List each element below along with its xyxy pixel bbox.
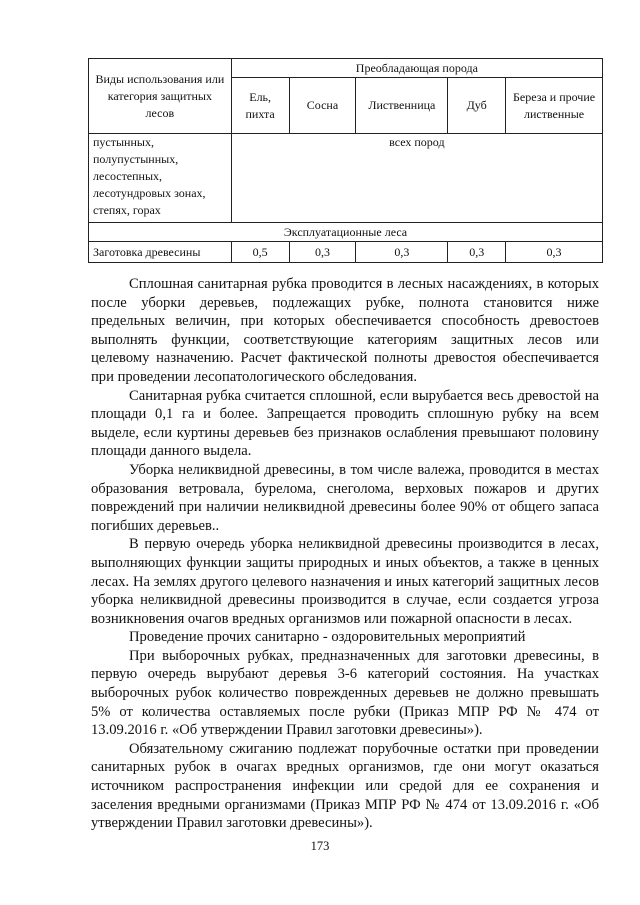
paragraph: Обязательному сжиганию подлежат порубочные остатки при проведении санитарных рубок в очагах вредных организмов, где они могут оказаться источником распространения инфекции или средой для ее сохранения и заселения вредными организмами (Приказ МПР РФ № 474 от 13.09.2016 г. «Об утверждении Правил заготовки древесины»).: [91, 740, 599, 832]
cutting-norms-table: [88, 58, 603, 263]
row-harvest-label: Заготовка древесины: [89, 242, 232, 263]
paragraph: Уборка неликвидной древесины, в том числе валежа, проводится в местах образования ветровала, бурелома, снеголома, верховых пожаров и других повреждений при наличии неликвидной древесины более 90% от общего запаса погибших деревьев..: [91, 461, 599, 534]
page-number: 173: [310, 839, 330, 853]
header-species-larch: Лиственница: [356, 78, 448, 134]
header-category: Виды использования или категория защитных лесов: [89, 59, 232, 134]
row-zones-value: всех пород: [231, 134, 602, 223]
header-species-pine: Сосна: [289, 78, 356, 134]
row-harvest-value: 0,5: [231, 242, 289, 263]
row-harvest-value: 0,3: [506, 242, 603, 263]
body-text: [91, 275, 599, 833]
row-harvest-value: 0,3: [356, 242, 448, 263]
header-species-spruce-fir: Ель, пихта: [231, 78, 289, 134]
header-dominant-species: Преобладающая порода: [231, 59, 602, 78]
row-harvest-value: 0,3: [289, 242, 356, 263]
paragraph: В первую очередь уборка неликвидной древесины производится в лесах, выполняющих функции защиты природных и иных объектов, а также в ценных лесах. На землях другого целевого назначения и иных категорий защитных лесов уборка неликвидной древесины производится в случае, если создается угроза возникновения очагов вредных организмов или пожарной опасности в лесах.: [91, 536, 599, 627]
section-exploitation-forests: Эксплуатационные леса: [89, 223, 603, 242]
paragraph: При выборочных рубках, предназначенных для заготовки древесины, в первую очередь вырубают деревья 3-6 категорий состояния. На участках выборочных рубок количество поврежденных деревьев не должно превышать 5% от количества оставляемых после рубки (Приказ МПР РФ № 474 от 13.09.2016 г. «Об утверждении Правил заготовки древесины»).: [91, 647, 599, 739]
paragraph: Сплошная санитарная рубка проводится в лесных насаждениях, в которых после уборки деревьев, подлежащих рубке, полнота становится ниже предельных величин, при которых обеспечивается способность древостоев выполнять функции, соответствующие категориям защитных лесов или целевому назначению. Расчет фактической полноты древостоя обеспечивается при проведении лесопатологического обследования.: [91, 276, 599, 385]
section-heading: Проведение прочих санитарно - оздоровительных мероприятий: [129, 629, 526, 646]
row-harvest-value: 0,3: [448, 242, 506, 263]
row-zones-label: пустынных, полупустынных, лесостепных, лесотундровых зонах, степях, горах: [89, 134, 232, 223]
header-species-birch-other: Береза и прочие лиственные: [506, 78, 603, 134]
paragraph: Санитарная рубка считается сплошной, если вырубается весь древостой на площади 0,1 га и более. Запрещается проводить сплошную рубку на всем выделе, если куртины деревьев без признаков ослабления превышают половину площади данного выдела.: [91, 387, 599, 460]
header-species-oak: Дуб: [448, 78, 506, 134]
